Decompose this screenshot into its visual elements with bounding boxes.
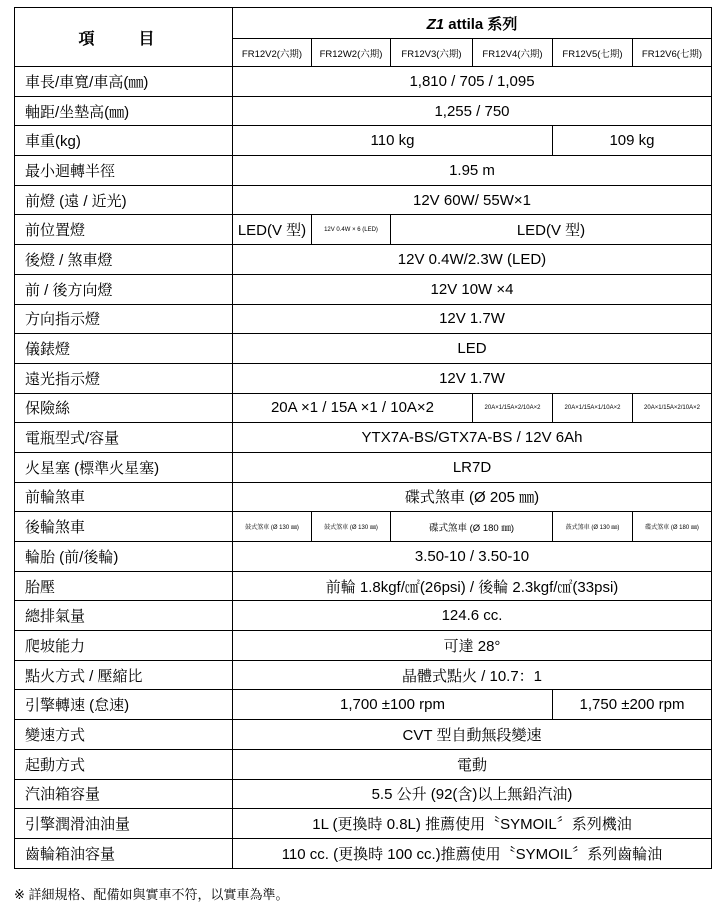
table-row: [15, 215, 712, 245]
row-value: 前輪 1.8kgf/㎠(26psi) / 後輪 2.3kgf/㎠(33psi): [233, 571, 712, 601]
row-value: LED(V 型): [391, 215, 712, 245]
spec-table: [14, 7, 712, 869]
row-label: 軸距/坐墊高(㎜): [15, 96, 233, 126]
table-row: [15, 690, 712, 720]
row-label: 引擎轉速 (怠速): [15, 690, 233, 720]
row-label: 胎壓: [15, 571, 233, 601]
table-row: [15, 838, 712, 868]
model-header: FR12V3(六期): [391, 39, 473, 67]
table-row: [15, 67, 712, 97]
table-row: [15, 274, 712, 304]
table-row: [15, 245, 712, 275]
table-row: [15, 423, 712, 453]
table-row: [15, 334, 712, 364]
row-label: 後燈 / 煞車燈: [15, 245, 233, 275]
row-value: LED: [233, 334, 712, 364]
row-value: 20A×1/15A×2/10A×2: [473, 393, 553, 423]
row-label: 車重(kg): [15, 126, 233, 156]
row-value: 12V 0.4W × 6 (LED): [312, 215, 391, 245]
table-row: [15, 126, 712, 156]
table-row: [15, 749, 712, 779]
table-row: [15, 631, 712, 661]
row-value: 12V 60W/ 55W×1: [233, 185, 712, 215]
item-header: 項 目: [15, 8, 233, 67]
table-row: [15, 482, 712, 512]
table-row: [15, 512, 712, 542]
model-header: FR12V5(七期): [553, 39, 633, 67]
row-value: 12V 10W ×4: [233, 274, 712, 304]
row-label: 前位置燈: [15, 215, 233, 245]
row-value: 鼓式煞車 (Ø 130 ㎜): [233, 512, 312, 542]
row-value: 3.50-10 / 3.50-10: [233, 542, 712, 572]
row-label: 變速方式: [15, 720, 233, 750]
row-value: 可達 28°: [233, 631, 712, 661]
row-value: 1,255 / 750: [233, 96, 712, 126]
row-value: LR7D: [233, 452, 712, 482]
row-value: 12V 1.7W: [233, 363, 712, 393]
row-value: 1,810 / 705 / 1,095: [233, 67, 712, 97]
row-label: 方向指示燈: [15, 304, 233, 334]
row-value: 20A×1/15A×1/10A×2: [553, 393, 633, 423]
row-label: 儀錶燈: [15, 334, 233, 364]
table-row: [15, 96, 712, 126]
model-header: FR12V2(六期): [233, 39, 312, 67]
table-row: [15, 779, 712, 809]
row-label: 前 / 後方向燈: [15, 274, 233, 304]
row-label: 電瓶型式/容量: [15, 423, 233, 453]
row-label: 前燈 (遠 / 近光): [15, 185, 233, 215]
row-label: 總排氣量: [15, 601, 233, 631]
row-value: 12V 1.7W: [233, 304, 712, 334]
series-header: [233, 8, 712, 39]
row-label: 齒輪箱油容量: [15, 838, 233, 868]
table-row: [15, 363, 712, 393]
row-label: 遠光指示燈: [15, 363, 233, 393]
row-value: 鼓式煞車 (Ø 130 ㎜): [312, 512, 391, 542]
row-value: 110 kg: [233, 126, 553, 156]
model-header: FR12W2(六期): [312, 39, 391, 67]
row-value: 電動: [233, 749, 712, 779]
series-name: attila 系列: [448, 15, 518, 33]
table-row: [15, 720, 712, 750]
footnote: ※ 詳細規格、配備如與實車不符，以實車為準。: [14, 887, 289, 902]
row-label: 輪胎 (前/後輪): [15, 542, 233, 572]
table-row: [15, 452, 712, 482]
row-label: 火星塞 (標準火星塞): [15, 452, 233, 482]
row-label: 引擎潤滑油油量: [15, 809, 233, 839]
row-value: 124.6 cc.: [233, 601, 712, 631]
row-value: 1,750 ±200 rpm: [553, 690, 712, 720]
table-row: [15, 571, 712, 601]
row-label: 後輪煞車: [15, 512, 233, 542]
row-value: 5.5 公升 (92(含)以上無鉛汽油): [233, 779, 712, 809]
row-value: 20A×1/15A×2/10A×2: [633, 393, 712, 423]
row-value: 110 cc. (更換時 100 cc.)推薦使用〝SYMOIL〞系列齒輪油: [233, 838, 712, 868]
table-row: [15, 156, 712, 186]
row-value: 1.95 m: [233, 156, 712, 186]
row-value: 1,700 ±100 rpm: [233, 690, 553, 720]
table-row: [15, 393, 712, 423]
table-row: [15, 542, 712, 572]
row-label: 汽油箱容量: [15, 779, 233, 809]
row-value: 碟式煞車 (Ø 180 ㎜): [633, 512, 712, 542]
table-row: [15, 601, 712, 631]
row-value: YTX7A-BS/GTX7A-BS / 12V 6Ah: [233, 423, 712, 453]
table-row: [15, 304, 712, 334]
table-row: [15, 660, 712, 690]
row-label: 車長/車寬/車高(㎜): [15, 67, 233, 97]
row-value: LED(V 型): [233, 215, 312, 245]
table-row: [15, 185, 712, 215]
row-value: 碟式煞車 (Ø 180 ㎜): [391, 512, 553, 542]
row-label: 保險絲: [15, 393, 233, 423]
row-value: 晶體式點火 / 10.7：1: [233, 660, 712, 690]
row-label: 點火方式 / 壓縮比: [15, 660, 233, 690]
model-header: FR12V6(七期): [633, 39, 712, 67]
row-label: 前輪煞車: [15, 482, 233, 512]
row-label: 爬坡能力: [15, 631, 233, 661]
series-model: Z1: [426, 15, 445, 33]
model-header: FR12V4(六期): [473, 39, 553, 67]
table-row: [15, 809, 712, 839]
row-value: 鼓式煞車 (Ø 130 ㎜): [553, 512, 633, 542]
row-label: 最小迴轉半徑: [15, 156, 233, 186]
row-value: 20A ×1 / 15A ×1 / 10A×2: [233, 393, 473, 423]
row-value: 12V 0.4W/2.3W (LED): [233, 245, 712, 275]
row-value: 碟式煞車 (Ø 205 ㎜): [233, 482, 712, 512]
row-value: 1L (更換時 0.8L) 推薦使用〝SYMOIL〞系列機油: [233, 809, 712, 839]
row-value: 109 kg: [553, 126, 712, 156]
row-value: CVT 型自動無段變速: [233, 720, 712, 750]
row-label: 起動方式: [15, 749, 233, 779]
